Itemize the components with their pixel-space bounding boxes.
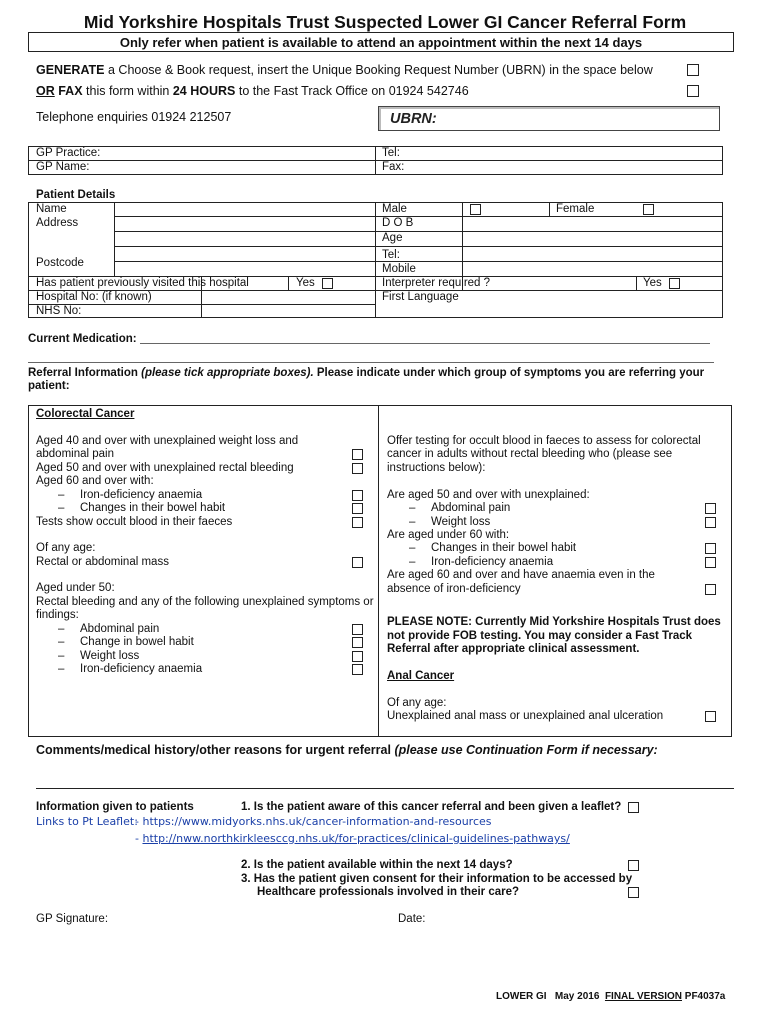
list-dash: – — [58, 636, 65, 648]
question-2: 2. Is the patient available within the next 14 days? — [241, 859, 513, 871]
right-r8 — [409, 542, 576, 555]
leaflet-link-2[interactable] — [135, 832, 570, 845]
right-r9-text: Iron-deficiency anaemia — [431, 556, 554, 568]
right-r9 — [409, 556, 553, 569]
question-1: 1. Is the patient aware of this cancer referral and been given a leaflet? — [241, 801, 622, 813]
footer — [496, 990, 725, 1003]
left-l14-text: Change in bowel habit — [80, 636, 194, 648]
question-3a: 3. Has the patient given consent for their information to be accessed by — [241, 873, 633, 885]
generate-checkbox[interactable] — [687, 64, 699, 76]
left-l5-text: Iron-deficiency anaemia — [80, 489, 203, 501]
under50-bowel-habit-checkbox[interactable] — [352, 637, 363, 648]
age-label: Age — [382, 232, 403, 244]
left-l11: Rectal bleeding and any of the following unexplained symptoms or — [36, 596, 374, 608]
ubrn-label: UBRN: — [390, 111, 437, 127]
male-label: Male — [382, 203, 407, 215]
referral-info-label: Referral Information — [28, 367, 142, 379]
left-l6-text: Changes in their bowel habit — [80, 502, 226, 514]
info-given-label: Information given to patients — [36, 801, 194, 813]
current-medication-line[interactable] — [140, 343, 710, 344]
gp-signature-label: GP Signature: — [36, 913, 109, 925]
fob-abdominal-pain-checkbox[interactable] — [705, 503, 716, 514]
anal-line2: Unexplained anal mass or unexplained anal ulceration — [387, 710, 664, 722]
left-l14 — [58, 636, 194, 649]
left-l12: findings: — [36, 609, 79, 621]
anal-mass-checkbox[interactable] — [705, 711, 716, 722]
left-l16 — [58, 663, 202, 676]
left-l8: Of any age: — [36, 542, 96, 554]
comments-note: (please use Continuation Form if necessary: — [394, 743, 658, 757]
occult-blood-checkbox[interactable] — [352, 517, 363, 528]
rectal-mass-checkbox[interactable] — [352, 557, 363, 568]
footer-ref: PF4037a — [684, 991, 726, 1002]
nhs-no-label: NHS No: — [36, 305, 82, 317]
form-title: Mid Yorkshire Hospitals Trust Suspected Lower GI Cancer Referral Form — [83, 12, 687, 32]
weight-loss-abdominal-pain-checkbox[interactable] — [352, 449, 363, 460]
list-dash: – — [58, 489, 65, 501]
right-r6 — [409, 516, 490, 529]
comments-label: Comments/medical history/other reasons for urgent referral — [36, 743, 395, 757]
right-r7: Are aged under 60 with: — [387, 529, 510, 541]
referral-info — [28, 367, 704, 380]
gp-practice-label: GP Practice: — [36, 147, 101, 159]
patient-postcode-label: Postcode — [36, 257, 84, 269]
left-l5 — [58, 489, 202, 502]
left-l13-text: Abdominal pain — [80, 623, 160, 635]
list-dash: – — [58, 502, 65, 514]
mobile-label: Mobile — [382, 263, 416, 275]
footer-date: May 2016 — [554, 991, 600, 1002]
referral-info-text2: patient: — [28, 380, 70, 392]
under50-abdominal-pain-checkbox[interactable] — [352, 624, 363, 635]
leaflet-links-label: Links to Pt Leaflet: — [36, 815, 138, 828]
patient-details-heading: Patient Details — [36, 189, 116, 201]
leaflet-link-2-dash: - — [135, 832, 143, 845]
question-3b: Healthcare professionals involved in their care? — [257, 886, 520, 898]
right-r5-text: Abdominal pain — [431, 502, 511, 514]
left-l16-text: Iron-deficiency anaemia — [80, 663, 203, 675]
right-r8-text: Changes in their bowel habit — [431, 542, 577, 554]
gp-fax-label: Fax: — [382, 161, 405, 173]
generate-instruction — [36, 63, 653, 78]
iron-deficiency-60-checkbox[interactable] — [352, 490, 363, 501]
list-dash: – — [58, 650, 65, 662]
rectal-bleeding-checkbox[interactable] — [352, 463, 363, 474]
question-1-checkbox[interactable] — [628, 802, 639, 813]
left-l15 — [58, 650, 139, 663]
gp-name-label: GP Name: — [36, 161, 90, 173]
dob-label: D O B — [382, 217, 414, 229]
gp-tel-label: Tel: — [382, 147, 400, 159]
right-r1: Offer testing for occult blood in faeces to assess for colorectal — [387, 435, 701, 447]
previously-visited-label: Has patient previously visited this hospital — [36, 277, 249, 289]
fob-iron-deficiency-checkbox[interactable] — [705, 557, 716, 568]
left-l9: Rectal or abdominal mass — [36, 556, 169, 568]
note-line2: not provide FOB testing. You may consider a Fast Track — [387, 630, 693, 642]
fax-hours: 24 HOURS — [172, 84, 236, 98]
date-label: Date: — [398, 913, 426, 925]
question-3-checkbox[interactable] — [628, 887, 639, 898]
left-l15-text: Weight loss — [80, 650, 140, 662]
interpreter-yes: Yes — [643, 277, 662, 289]
right-r10: Are aged 60 and over and have anaemia even in the — [387, 569, 655, 581]
right-r11: absence of iron-deficiency — [387, 583, 521, 595]
left-l13 — [58, 623, 159, 636]
list-dash: – — [409, 556, 416, 568]
fax-number-text: to the Fast Track Office on 01924 542746 — [235, 84, 469, 98]
bowel-habit-60-checkbox[interactable] — [352, 503, 363, 514]
under50-weight-loss-checkbox[interactable] — [352, 651, 363, 662]
list-dash: – — [58, 623, 65, 635]
generate-text: a Choose & Book request, insert the Unique Booking Request Number (UBRN) in the space below — [104, 63, 653, 77]
right-r2: cancer in adults without rectal bleeding who (please see — [387, 448, 673, 460]
female-checkbox[interactable] — [643, 204, 654, 215]
referral-info-note: (please tick appropriate boxes). — [141, 367, 314, 379]
colorectal-heading: Colorectal Cancer — [36, 408, 135, 420]
left-l4: Aged 60 and over with: — [36, 475, 154, 487]
current-medication-label: Current Medication: — [28, 333, 137, 345]
anal-line1: Of any age: — [387, 697, 447, 709]
note-line1: PLEASE NOTE: Currently Mid Yorkshire Hospitals Trust does — [387, 616, 721, 628]
patient-name-label: Name — [36, 203, 67, 215]
fob-weight-loss-checkbox[interactable] — [705, 517, 716, 528]
list-dash: – — [409, 502, 416, 514]
female-label: Female — [556, 203, 595, 215]
previously-visited-yes: Yes — [296, 277, 315, 289]
first-language-label: First Language — [382, 291, 459, 303]
list-dash: – — [58, 663, 65, 675]
left-l7: Tests show occult blood in their faeces — [36, 516, 233, 528]
footer-version: FINAL VERSION — [604, 991, 682, 1002]
fax-instruction — [36, 84, 469, 99]
left-l10: Aged under 50: — [36, 582, 115, 594]
right-r3: instructions below): — [387, 462, 486, 474]
fax-word: FAX — [54, 84, 83, 98]
right-r6-text: Weight loss — [431, 516, 491, 528]
list-dash: – — [409, 542, 416, 554]
right-r4: Are aged 50 and over with unexplained: — [387, 489, 590, 501]
footer-code: LOWER GI — [496, 991, 547, 1002]
comments-divider — [36, 788, 734, 789]
fob-anaemia-checkbox[interactable] — [705, 584, 716, 595]
left-l1: Aged 40 and over with unexplained weight loss and — [36, 435, 299, 447]
fob-bowel-habit-checkbox[interactable] — [705, 543, 716, 554]
interpreter-checkbox[interactable] — [669, 278, 680, 289]
leaflet-link-2-url[interactable]: http://nww.northkirkleesccg.nhs.uk/for-practices/clinical-guidelines-pathways/ — [142, 832, 570, 845]
leaflet-link-1[interactable]: - https://www.midyorks.nhs.uk/cancer-information-and-resources — [135, 815, 492, 828]
or-word: OR — [36, 84, 55, 98]
previously-visited-checkbox[interactable] — [322, 278, 333, 289]
anal-cancer-heading: Anal Cancer — [387, 670, 455, 682]
interpreter-label: Interpreter required ? — [382, 277, 491, 289]
availability-notice: Only refer when patient is available to attend an appointment within the next 14 days — [119, 35, 643, 50]
under50-iron-deficiency-checkbox[interactable] — [352, 664, 363, 675]
list-dash: – — [409, 516, 416, 528]
referral-info-text: Please indicate under which group of symptoms you are referring your — [313, 367, 705, 379]
left-l2: abdominal pain — [36, 448, 115, 460]
fax-text: this form within — [82, 84, 173, 98]
comments-heading — [36, 743, 658, 758]
telephone-enquiries: Telephone enquiries 01924 212507 — [36, 110, 232, 124]
question-2-checkbox[interactable] — [628, 860, 639, 871]
hospital-no-label: Hospital No: (if known) — [36, 291, 152, 303]
male-checkbox[interactable] — [470, 204, 481, 215]
generate-word: GENERATE — [36, 63, 105, 77]
patient-address-label: Address — [36, 217, 79, 229]
left-l6 — [58, 502, 225, 515]
right-r5 — [409, 502, 510, 515]
patient-tel-label: Tel: — [382, 249, 400, 261]
fax-checkbox[interactable] — [687, 85, 699, 97]
note-line3: Referral after appropriate clinical assessment. — [387, 643, 640, 655]
left-l3: Aged 50 and over with unexplained rectal bleeding — [36, 462, 294, 474]
